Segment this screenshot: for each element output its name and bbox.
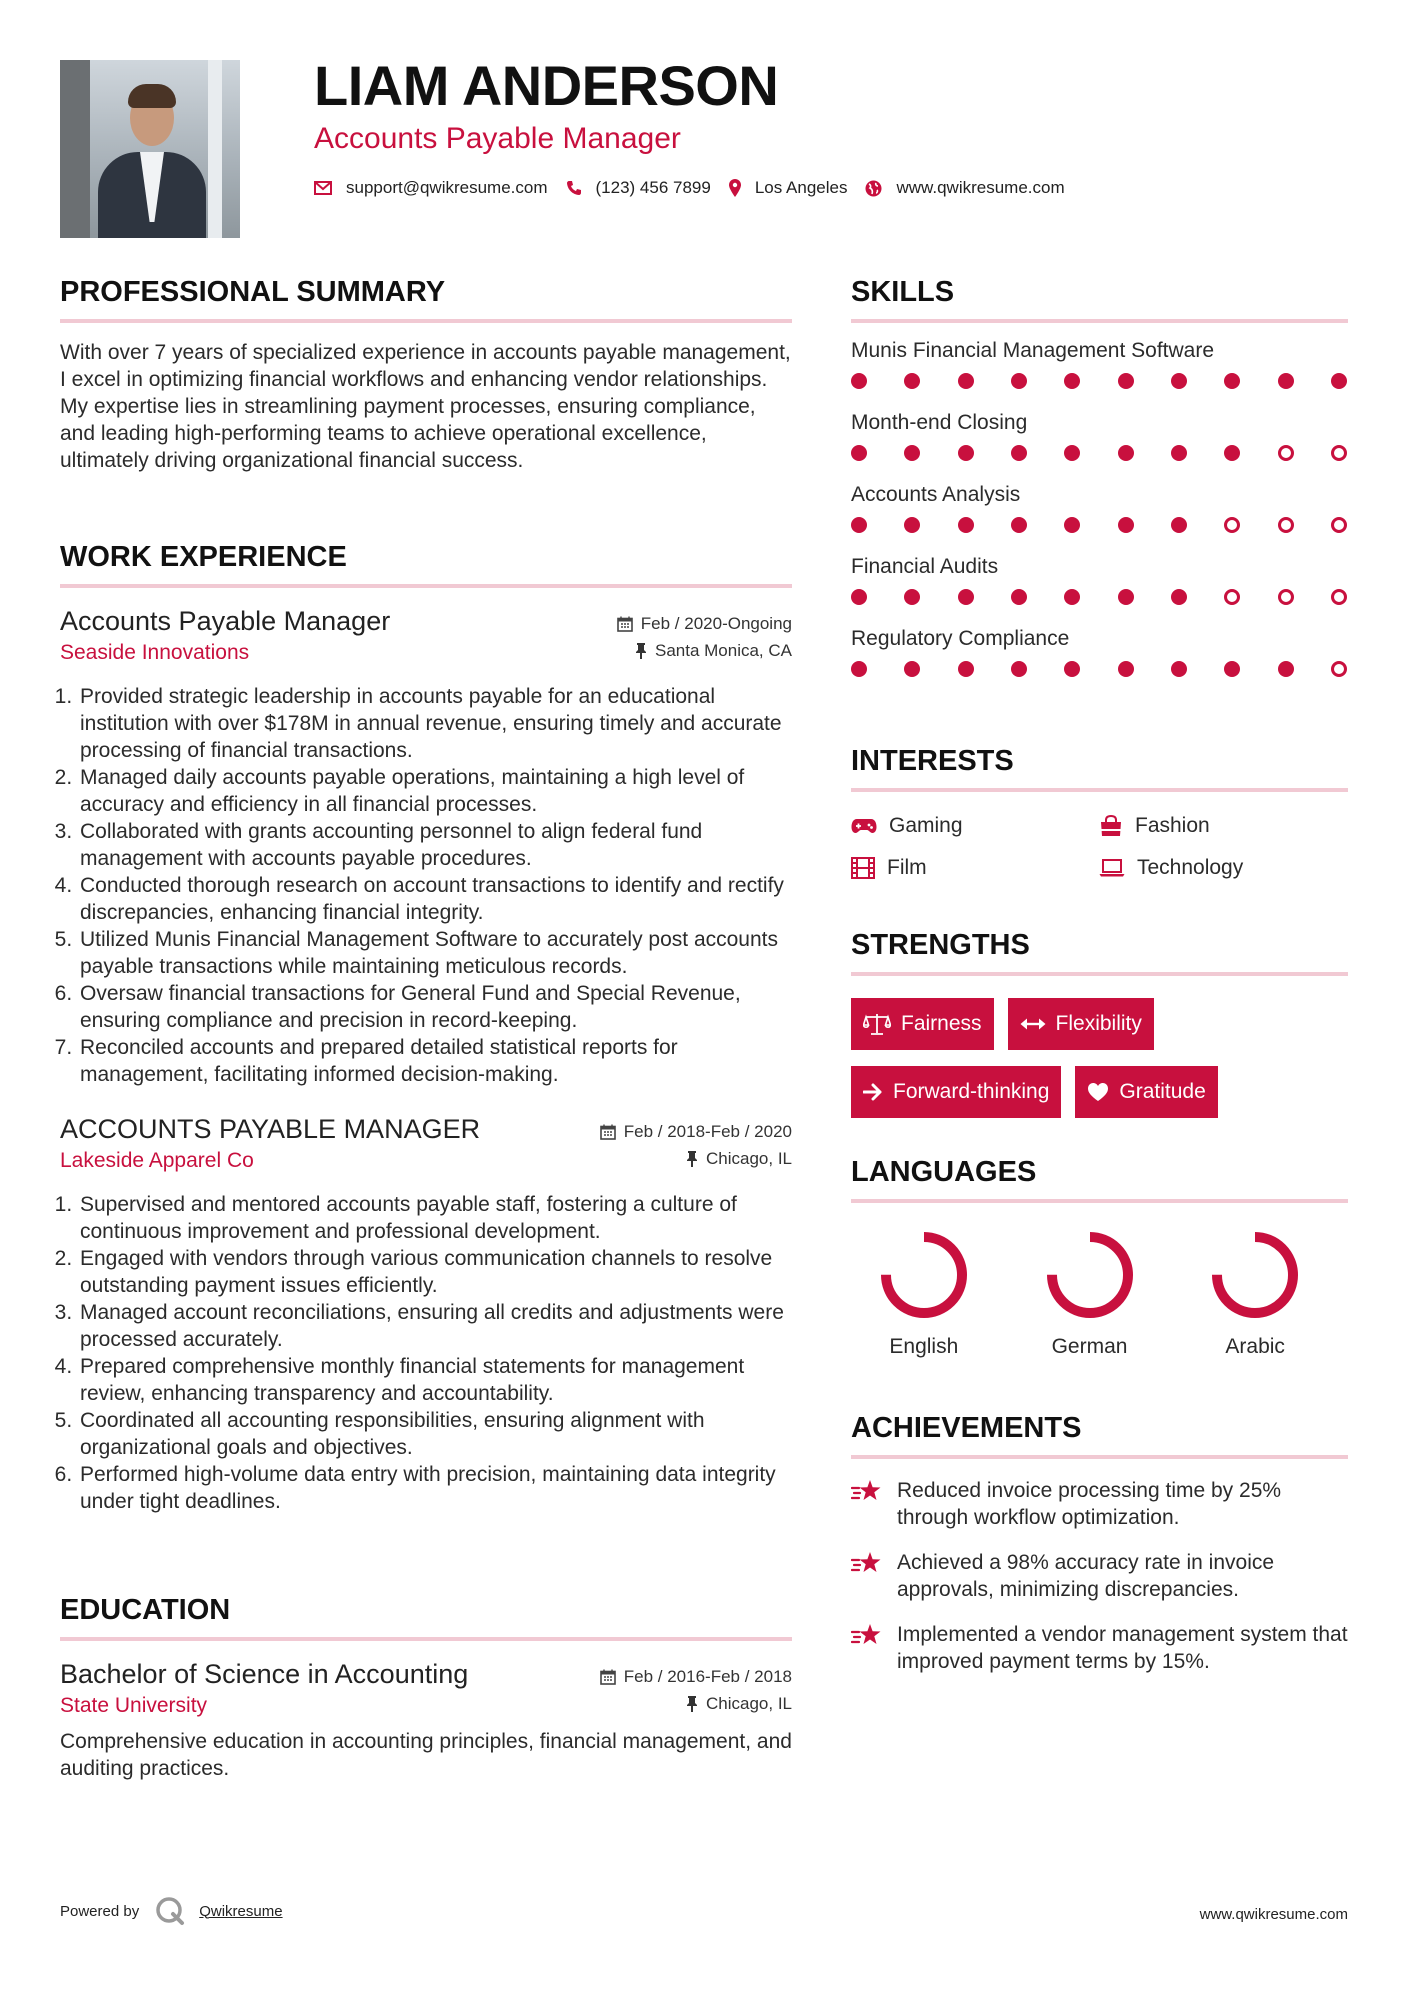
achievements-heading: ACHIEVEMENTS xyxy=(851,1412,1348,1459)
calendar-icon xyxy=(617,616,633,632)
rating-dot-filled xyxy=(1224,373,1240,389)
list-item: 3. Collaborated with grants accounting personnel to align federal fund management with accounts payable procedures. xyxy=(78,818,792,872)
skill-rating xyxy=(851,445,1347,461)
education-location: Chicago, IL xyxy=(686,1694,792,1714)
language-ring xyxy=(876,1227,972,1323)
calendar-icon xyxy=(600,1669,616,1685)
list-item: 3. Managed account reconciliations, ensuring all credits and adjustments were processed accurately. xyxy=(78,1299,792,1353)
rating-dot-empty xyxy=(1224,517,1240,533)
job-company: Seaside Innovations xyxy=(60,641,250,664)
list-item: 5. Coordinated all accounting responsibilities, ensuring alignment with organizational goals and objectives. xyxy=(78,1407,792,1461)
footer-powered-by: Powered by Qwikresume xyxy=(60,1896,283,1926)
shopping-bag-icon xyxy=(1099,815,1123,837)
achievements-section xyxy=(851,1412,1348,1675)
list-item: 4. Conducted thorough research on account transactions to identify and rectify discrepancies, enhancing financial integrity. xyxy=(78,872,792,926)
language-ring xyxy=(1207,1227,1303,1323)
job-dates: Feb / 2020-Ongoing xyxy=(617,614,792,634)
rating-dot-filled xyxy=(851,661,867,677)
rating-dot-empty xyxy=(1331,517,1347,533)
experience-section xyxy=(60,541,792,1515)
list-item: 6. Performed high-volume data entry with precision, maintaining data integrity under tight deadlines. xyxy=(78,1461,792,1515)
rating-dot-filled xyxy=(1064,661,1080,677)
rating-dot-filled xyxy=(1064,445,1080,461)
strengths-heading: STRENGTHS xyxy=(851,929,1348,976)
rating-dot-empty xyxy=(1278,517,1294,533)
interests-heading: INTERESTS xyxy=(851,745,1348,792)
trophy-star-icon xyxy=(851,1623,883,1649)
rating-dot-filled xyxy=(1171,373,1187,389)
job-location: Santa Monica, CA xyxy=(635,641,792,661)
language-name: German xyxy=(1051,1335,1128,1358)
list-item: 7. Reconciled accounts and prepared detailed statistical reports for management, facilitating informed decision-making. xyxy=(78,1034,792,1088)
gamepad-icon xyxy=(851,818,877,834)
rating-dot-filled xyxy=(958,517,974,533)
job-role: ACCOUNTS PAYABLE MANAGER xyxy=(60,1114,481,1144)
list-item: 2. Managed daily accounts payable operations, maintaining a high level of accuracy and efficiency in all financial processes. xyxy=(78,764,792,818)
education-dates: Feb / 2016-Feb / 2018 xyxy=(600,1667,792,1687)
job-dates: Feb / 2018-Feb / 2020 xyxy=(600,1122,792,1142)
job-entry xyxy=(60,606,792,1088)
job-entry xyxy=(60,1114,792,1515)
education-description: Comprehensive education in accounting principles, financial management, and auditing practices. xyxy=(60,1730,792,1780)
job-bullets xyxy=(60,1191,792,1515)
interest-gaming: Gaming xyxy=(851,814,1099,838)
rating-dot-filled xyxy=(1011,589,1027,605)
strength-chip-gratitude: Gratitude xyxy=(1075,1066,1217,1118)
contact-location: Los Angeles xyxy=(729,178,848,198)
rating-dot-filled xyxy=(1278,373,1294,389)
skill-rating xyxy=(851,373,1347,389)
strength-chip-forward-thinking: Forward-thinking xyxy=(851,1066,1061,1118)
profile-photo xyxy=(60,60,240,238)
trophy-star-icon xyxy=(851,1479,883,1505)
rating-dot-filled xyxy=(1224,445,1240,461)
summary-text: With over 7 years of specialized experience in accounts payable management, I excel in optimizing financial workflows and enhancing vendor relationships. My expertise lies in streamlining payment processes, ensuring compliance, and leading high-performing teams to achieve operational excellence, ultimately driving organizational financial success. xyxy=(60,341,791,472)
interest-fashion: Fashion xyxy=(1099,814,1347,838)
rating-dot-filled xyxy=(1171,589,1187,605)
interest-technology: Technology xyxy=(1099,856,1347,880)
rating-dot-filled xyxy=(904,589,920,605)
job-location: Chicago, IL xyxy=(686,1149,792,1169)
rating-dot-filled xyxy=(904,445,920,461)
contact-website[interactable]: www.qwikresume.com xyxy=(865,178,1064,198)
rating-dot-filled xyxy=(904,373,920,389)
rating-dot-filled xyxy=(1064,589,1080,605)
rating-dot-filled xyxy=(851,589,867,605)
achievement-item: Reduced invoice processing time by 25% through workflow optimization. xyxy=(851,1477,1348,1531)
list-item: 1. Provided strategic leadership in accounts payable for an educational institution with over $178M in annual revenue, ensuring timely and accurate processing of financial transactions. xyxy=(78,683,792,764)
experience-heading: WORK EXPERIENCE xyxy=(60,541,792,588)
rating-dot-filled xyxy=(1064,517,1080,533)
contact-bar xyxy=(314,178,1083,198)
rating-dot-empty xyxy=(1331,661,1347,677)
achievement-item: Implemented a vendor management system that improved payment terms by 15%. xyxy=(851,1621,1348,1675)
education-section xyxy=(60,1594,792,1782)
rating-dot-filled xyxy=(1011,373,1027,389)
arrow-right-icon xyxy=(863,1083,883,1101)
achievement-item: Achieved a 98% accuracy rate in invoice approvals, minimizing discrepancies. xyxy=(851,1549,1348,1603)
balance-scale-icon xyxy=(863,1013,891,1035)
qwikresume-link[interactable]: Qwikresume xyxy=(199,1902,283,1920)
list-item: 6. Oversaw financial transactions for General Fund and Special Revenue, ensuring compliance and precision in record-keeping. xyxy=(78,980,792,1034)
skill-name: Financial Audits xyxy=(851,555,999,578)
list-item: 5. Utilized Munis Financial Management Software to accurately post accounts payable transactions while maintaining meticulous records. xyxy=(78,926,792,980)
rating-dot-filled xyxy=(958,661,974,677)
skill-rating xyxy=(851,517,1347,533)
interest-film: Film xyxy=(851,856,1099,880)
candidate-title: Accounts Payable Manager xyxy=(314,122,681,155)
rating-dot-empty xyxy=(1278,589,1294,605)
rating-dot-filled xyxy=(1118,589,1134,605)
contact-phone[interactable]: (123) 456 7899 xyxy=(566,178,711,198)
rating-dot-filled xyxy=(1011,661,1027,677)
strength-chip-fairness: Fairness xyxy=(851,998,994,1050)
language-level-arc xyxy=(1217,1237,1293,1313)
laptop-icon xyxy=(1099,859,1125,877)
languages-section xyxy=(851,1156,1348,1359)
rating-dot-filled xyxy=(851,373,867,389)
skill-name: Month-end Closing xyxy=(851,411,1028,434)
strength-chip-flexibility: Flexibility xyxy=(1008,998,1154,1050)
language-ring xyxy=(1042,1227,1138,1323)
globe-icon xyxy=(865,180,882,197)
list-item: 1. Supervised and mentored accounts payable staff, fostering a culture of continuous improvement and professional development. xyxy=(78,1191,792,1245)
candidate-name: LIAM ANDERSON xyxy=(314,54,779,117)
skills-section xyxy=(851,276,1348,699)
interests-section xyxy=(851,745,1348,880)
skill-name: Munis Financial Management Software xyxy=(851,339,1215,362)
arrows-horizontal-icon xyxy=(1020,1017,1046,1031)
pushpin-icon xyxy=(686,1696,698,1712)
rating-dot-filled xyxy=(851,517,867,533)
language-name: English xyxy=(889,1335,959,1358)
language-item xyxy=(851,1227,1017,1359)
languages-list xyxy=(851,1227,1348,1359)
qwikresume-logo-icon xyxy=(155,1896,185,1926)
trophy-star-icon xyxy=(851,1551,883,1577)
degree-title: Bachelor of Science in Accounting xyxy=(60,1659,469,1689)
strengths-section xyxy=(851,929,1348,1118)
rating-dot-filled xyxy=(958,445,974,461)
list-item: 2. Engaged with vendors through various communication channels to resolve outstanding payment issues efficiently. xyxy=(78,1245,792,1299)
skill-name: Regulatory Compliance xyxy=(851,627,1070,650)
rating-dot-filled xyxy=(1171,517,1187,533)
rating-dot-filled xyxy=(1118,517,1134,533)
job-bullets xyxy=(60,683,792,1088)
envelope-icon xyxy=(314,181,332,195)
skill-rating xyxy=(851,589,1347,605)
phone-icon xyxy=(566,180,582,196)
language-level-arc xyxy=(1052,1237,1128,1313)
rating-dot-filled xyxy=(1224,661,1240,677)
rating-dot-empty xyxy=(1224,589,1240,605)
pushpin-icon xyxy=(686,1151,698,1167)
pushpin-icon xyxy=(635,643,647,659)
rating-dot-filled xyxy=(1278,661,1294,677)
languages-heading: LANGUAGES xyxy=(851,1156,1348,1203)
rating-dot-filled xyxy=(958,589,974,605)
rating-dot-filled xyxy=(1064,373,1080,389)
rating-dot-empty xyxy=(1331,445,1347,461)
rating-dot-filled xyxy=(1118,661,1134,677)
rating-dot-filled xyxy=(1118,373,1134,389)
rating-dot-filled xyxy=(958,373,974,389)
summary-heading: PROFESSIONAL SUMMARY xyxy=(60,276,792,323)
language-item xyxy=(1017,1227,1183,1359)
language-level-arc xyxy=(886,1237,962,1313)
map-pin-icon xyxy=(729,179,741,197)
summary-section xyxy=(60,276,792,474)
rating-dot-empty xyxy=(1331,589,1347,605)
language-name: Arabic xyxy=(1225,1335,1285,1358)
job-role: Accounts Payable Manager xyxy=(60,606,391,636)
skill-rating xyxy=(851,661,1347,677)
rating-dot-filled xyxy=(1171,661,1187,677)
skill-name: Accounts Analysis xyxy=(851,483,1021,506)
film-icon xyxy=(851,857,875,879)
rating-dot-filled xyxy=(1011,445,1027,461)
calendar-icon xyxy=(600,1124,616,1140)
rating-dot-filled xyxy=(851,445,867,461)
rating-dot-filled xyxy=(1011,517,1027,533)
skills-heading: SKILLS xyxy=(851,276,1348,323)
rating-dot-empty xyxy=(1278,445,1294,461)
rating-dot-filled xyxy=(1118,445,1134,461)
list-item: 4. Prepared comprehensive monthly financial statements for management review, enhancing transparency and accountability. xyxy=(78,1353,792,1407)
job-company: Lakeside Apparel Co xyxy=(60,1149,254,1172)
heart-icon xyxy=(1087,1082,1109,1102)
rating-dot-filled xyxy=(1331,373,1347,389)
education-heading: EDUCATION xyxy=(60,1594,792,1641)
skills-list xyxy=(851,339,1348,677)
school-name: State University xyxy=(60,1694,208,1717)
rating-dot-filled xyxy=(904,661,920,677)
contact-email[interactable]: support@qwikresume.com xyxy=(314,178,548,198)
language-item xyxy=(1182,1227,1348,1359)
footer-website[interactable]: www.qwikresume.com xyxy=(1199,1906,1348,1923)
rating-dot-filled xyxy=(1171,445,1187,461)
rating-dot-filled xyxy=(904,517,920,533)
